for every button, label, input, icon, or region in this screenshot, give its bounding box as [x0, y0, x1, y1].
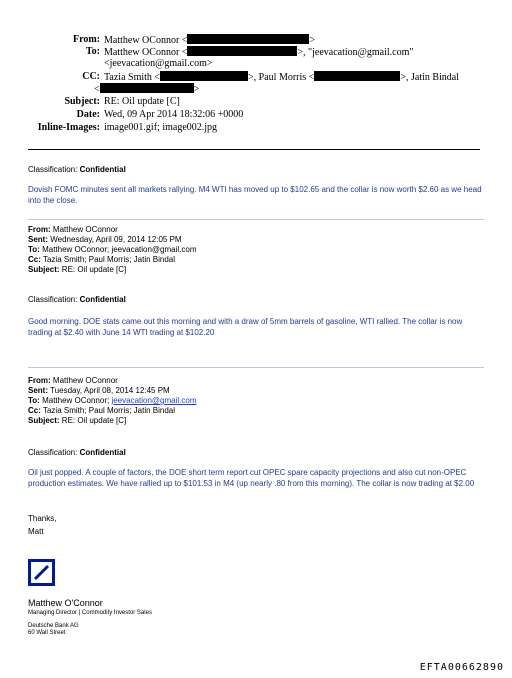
header-from-value: Matthew OConnor < — [104, 35, 188, 46]
quote2-sent: Tuesday, April 08, 2014 12:45 PM — [50, 386, 170, 395]
quote1-sent-label: Sent: — [28, 235, 48, 244]
classification-value: Confidential — [79, 165, 126, 174]
header-cc-line2-end: > — [193, 84, 200, 95]
quote1-cc-label: Cc: — [28, 255, 41, 264]
classification-label: Classification: — [28, 448, 78, 457]
quote2-sent-label: Sent: — [28, 386, 48, 395]
signoff-name: Matt — [28, 527, 44, 536]
msg1-classification — [28, 165, 126, 175]
quote1-header — [28, 225, 197, 275]
header-subject-label: Subject: — [64, 96, 100, 107]
header-cc-end: >, Jatin Bindal — [400, 72, 460, 83]
bates-number: EFTA00662890 — [419, 662, 504, 673]
redaction-box — [100, 83, 194, 93]
quote1-to-label: To: — [28, 245, 40, 254]
signature-company: Deutsche Bank AG — [28, 623, 79, 629]
redaction-box — [187, 46, 297, 56]
signature-name: Matthew O'Connor — [28, 598, 103, 608]
quote2-to-label: To: — [28, 396, 40, 405]
quote1-sent: Wednesday, April 09, 2014 12:05 PM — [50, 235, 182, 244]
redaction-box — [187, 34, 309, 44]
header-date-value: Wed, 09 Apr 2014 18:32:06 +0000 — [104, 109, 244, 120]
quote2-subject-label: Subject: — [28, 416, 60, 425]
header-from-end: > — [309, 35, 316, 46]
classification-value: Confidential — [79, 448, 126, 457]
quote1-from: Matthew OConnor — [52, 225, 118, 234]
header-to-mid: >, "jeevacation@gmail.com" — [297, 47, 414, 58]
quote2-body: Oil just popped. A couple of factors, the DOE short term report cut OPEC spare capacity projections and also cut non-OPEC production estimates. We have rallied up to $101.53 in M4 (up nearly .80 from this morning). The collar is now trading at $2.00 — [28, 468, 475, 488]
quote1-to: Matthew OConnor; jeevacation@gmail.com — [42, 245, 197, 254]
signature-title: Managing Director | Commodity Investor Sales — [28, 610, 152, 616]
quote1-from-label: From: — [28, 225, 51, 234]
quote1-classification — [28, 295, 126, 305]
quote2-from-label: From: — [28, 376, 51, 385]
quote2-cc: Tazia Smith; Paul Morris; Jatin Bindal — [42, 406, 176, 415]
header-images-label: Inline-Images: — [37, 122, 100, 133]
signoff — [28, 514, 56, 537]
quote2-subject: RE: Oil update [C] — [61, 416, 127, 425]
quote2-from: Matthew OConnor — [52, 376, 118, 385]
header-from-label: From: — [72, 34, 100, 45]
classification-value: Confidential — [79, 295, 126, 304]
quote1-subject-label: Subject: — [28, 265, 60, 274]
header-cc-mid: >, Paul Morris < — [248, 72, 315, 83]
header-to-value: Matthew OConnor < — [104, 47, 188, 58]
deutsche-bank-logo-icon — [28, 559, 55, 586]
quote2-cc-label: Cc: — [28, 406, 41, 415]
header-cc-line2-start: < — [94, 84, 100, 95]
quote1-divider — [28, 219, 484, 220]
signature-address: 60 Wall Street — [28, 630, 66, 636]
signoff-thanks: Thanks, — [28, 514, 57, 523]
header-cc-name1: Tazia Smith < — [104, 72, 161, 83]
quote2-header — [28, 376, 197, 426]
quote2-to-email-link[interactable]: jeevacation@gmail.com — [111, 396, 197, 405]
quote2-to: Matthew OConnor; — [42, 396, 112, 405]
header-date-label: Date: — [76, 109, 100, 120]
header-divider — [28, 149, 480, 150]
quote1-cc: Tazia Smith; Paul Morris; Jatin Bindal — [42, 255, 176, 264]
header-subject-value: RE: Oil update [C] — [104, 96, 180, 107]
header-cc-label: CC: — [82, 71, 100, 82]
msg1-body: Dovish FOMC minutes sent all markets rallying. M4 WTI has moved up to $102.65 and the collar is now worth $2.60 as we head into the close. — [28, 185, 482, 205]
header-to-line2: <jeevacation@gmail.com> — [104, 58, 213, 69]
classification-label: Classification: — [28, 295, 78, 304]
redaction-box — [160, 71, 248, 81]
classification-label: Classification: — [28, 165, 78, 174]
header-to-label: To: — [85, 46, 100, 57]
quote1-body: Good morning. DOE stats came out this morning and with a draw of 5mm barrels of gasoline, WTI rallied. The collar is now trading at $2.40 with June 14 WTI trading at $102.20 — [28, 317, 463, 337]
quote2-divider — [28, 367, 484, 368]
header-images-value: image001.gif; image002.jpg — [104, 122, 218, 133]
quote1-subject: RE: Oil update [C] — [61, 265, 127, 274]
quote2-classification — [28, 448, 126, 458]
redaction-box — [314, 71, 400, 81]
